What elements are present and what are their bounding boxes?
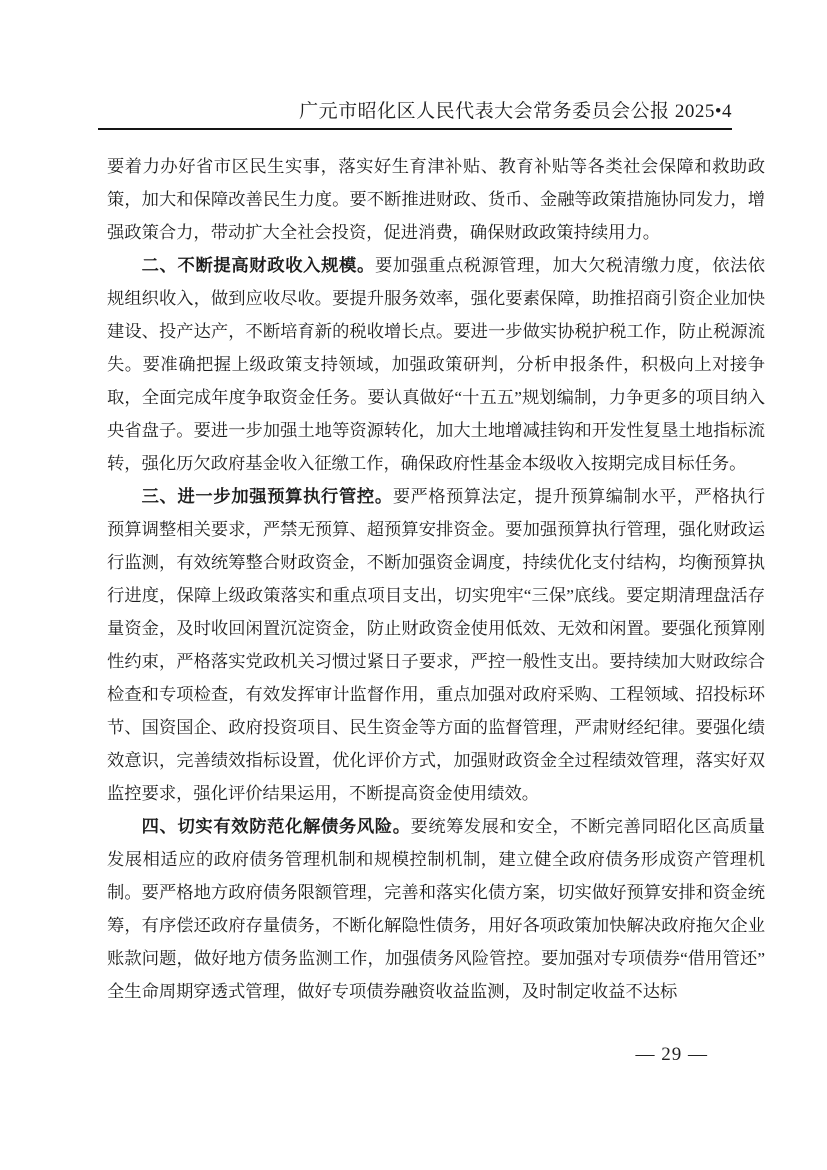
paragraph-section-2	[107, 249, 765, 480]
paragraph-text: 要加强重点税源管理，加大欠税清缴力度，依法依规组织收入，做到应收尽收。要提升服务效率，强化要素保障，助推招商引资企业加快建设、投产达产，不断培育新的税收增长点。要进一步做实协税护税工作，防止税源流失。要准确把握上级政策支持领域，加强政策研判，分析申报条件，积极向上对接争取，全面完成年度争取资金任务。要认真做好“十五五”规划编制，力争更多的项目纳入央省盘子。要进一步加强土地等资源转化，加大土地增减挂钩和开发性复垦土地指标流转，强化历欠政府基金收入征缴工作，确保政府性基金本级收入按期完成目标任务。	[107, 256, 765, 473]
paragraph-text: 要严格预算法定，提升预算编制水平，严格执行预算调整相关要求，严禁无预算、超预算安排资金。要加强预算执行管理，强化财政运行监测，有效统筹整合财政资金，不断加强资金调度，持续优化支付结构，均衡预算执行进度，保障上级政策落实和重点项目支出，切实兜牢“三保”底线。要定期清理盘活存量资金，及时收回闲置沉淀资金，防止财政资金使用低效、无效和闲置。要强化预算刚性约束，严格落实党政机关习惯过紧日子要求，严控一般性支出。要持续加大财政综合检查和专项检查，有效发挥审计监督作用，重点加强对政府采购、工程领域、招投标环节、国资国企、政府投资项目、民生资金等方面的监督管理，严肃财经纪律。要强化绩效意识，完善绩效指标设置，优化评价方式，加强财政资金全过程绩效管理，落实好双监控要求，强化评价结果运用，不断提高资金使用绩效。	[107, 487, 765, 803]
paragraph-section-4	[107, 810, 765, 1008]
paragraph-continuation	[107, 150, 765, 249]
page-number: — 29 —	[635, 1044, 708, 1065]
paragraph-text: 要统筹发展和安全，不断完善同昭化区高质量发展相适应的政府债务管理机制和规模控制机制，建立健全政府债务形成资产管理机制。要严格地方政府债务限额管理，完善和落实化债方案，切实做好预算安排和资金统筹，有序偿还政府存量债务，不断化解隐性债务，用好各项政策加快解决政府拖欠企业账款问题，做好地方债务监测工作，加强债务风险管控。要加强对专项债券“借用管还”全生命周期穿透式管理，做好专项债券融资收益监测，及时制定收益不达标	[107, 817, 765, 1001]
page-header	[98, 101, 732, 130]
paragraph-text: 要着力办好省市区民生实事，落实好生育津补贴、教育补贴等各类社会保障和救助政策，加大和保障改善民生力度。要不断推进财政、货币、金融等政策措施协同发力，增强政策合力，带动扩大全社会投资，促进消费，确保财政政策持续用力。	[107, 157, 765, 242]
document-body	[107, 150, 765, 1008]
paragraph-lead: 三、进一步加强预算执行管控。	[141, 486, 393, 506]
paragraph-section-3	[107, 480, 765, 810]
paragraph-lead: 四、切实有效防范化解债务风险。	[141, 816, 411, 836]
paragraph-lead: 二、不断提高财政收入规模。	[141, 255, 375, 275]
header-title: 广元市昭化区人民代表大会常务委员会公报 2025•4	[299, 101, 732, 122]
page-footer	[636, 1044, 709, 1066]
header-rule	[98, 128, 732, 130]
